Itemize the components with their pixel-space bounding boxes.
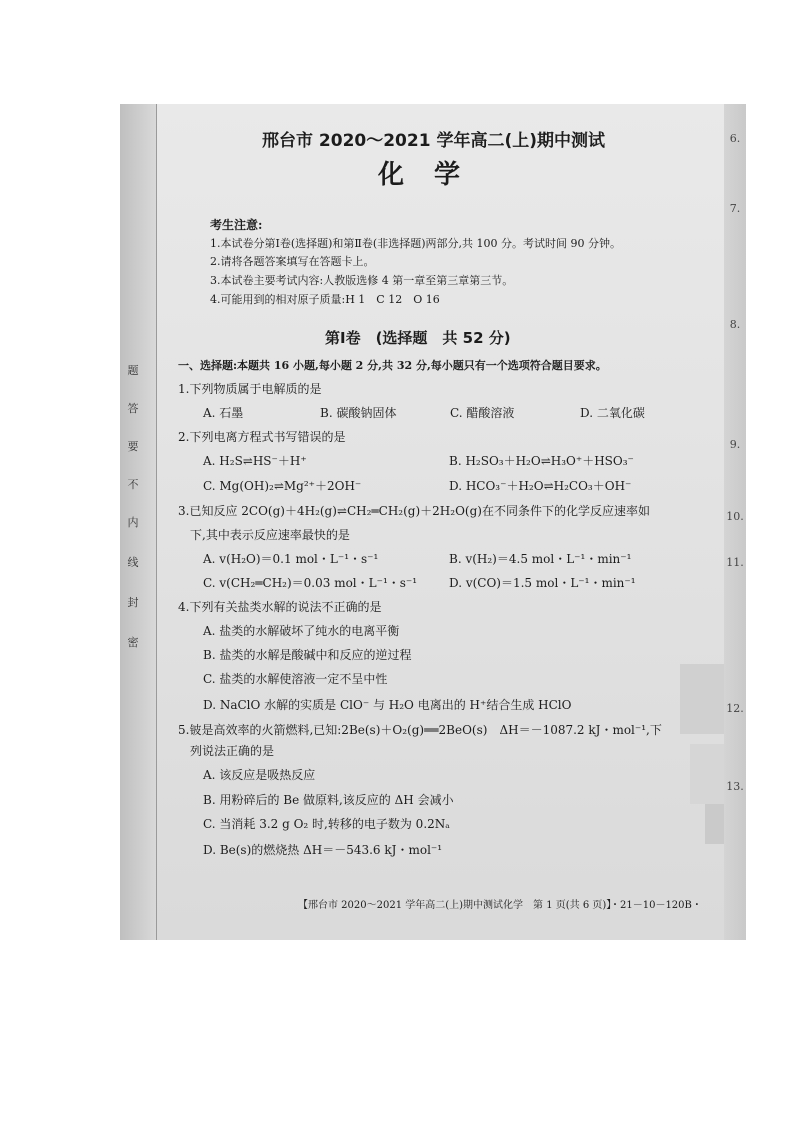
binding-char: 封 <box>127 596 139 609</box>
mosaic-patch <box>680 664 724 734</box>
page-footer: 【邢台市 2020～2021 学年高二(上)期中测试化学 第 1 页(共 6 页)】 <box>298 900 617 911</box>
option: B. 用粉碎后的 Be 做原料,该反应的 ΔH 会减小 <box>203 793 454 807</box>
option: A. H₂S⇌HS⁻＋H⁺ <box>203 454 307 468</box>
next-page-question-number: 12. <box>726 702 744 715</box>
option: B. 碳酸钠固体 <box>320 406 397 420</box>
option: D. HCO₃⁻＋H₂O⇌H₂CO₃＋OH⁻ <box>449 479 632 493</box>
option: D. NaClO 水解的实质是 ClO⁻ 与 H₂O 电离出的 H⁺结合生成 HClO <box>203 698 572 712</box>
option: D. 二氧化碳 <box>580 406 645 420</box>
binding-char: 内 <box>127 516 139 529</box>
option: A. 盐类的水解破坏了纯水的电离平衡 <box>203 624 400 638</box>
next-page-question-number: 9. <box>729 438 741 451</box>
option: B. H₂SO₃＋H₂O⇌H₃O⁺＋HSO₃⁻ <box>449 454 634 468</box>
binding-char: 题 <box>127 364 139 377</box>
next-page-question-number: 6. <box>729 132 741 145</box>
note-item: 2.请将各题答案填写在答题卡上。 <box>210 255 375 268</box>
note-item: 4.可能用到的相对原子质量:H 1 C 12 O 16 <box>210 293 440 306</box>
binding-char: 要 <box>127 440 139 453</box>
option: C. Mg(OH)₂⇌Mg²⁺＋2OH⁻ <box>203 479 362 493</box>
option: C. 当消耗 3.2 g O₂ 时,转移的电子数为 0.2Nₐ <box>203 817 450 831</box>
page-code: ・21－10－120B・ <box>610 900 702 911</box>
exam-title: 邢台市 2020～2021 学年高二(上)期中测试 <box>262 131 606 151</box>
question-stem-cont: 列说法正确的是 <box>190 744 275 758</box>
option: C. v(CH₂═CH₂)＝0.03 mol・L⁻¹・s⁻¹ <box>203 576 418 590</box>
question-stem: 4.下列有关盐类水解的说法不正确的是 <box>178 600 382 614</box>
question-stem: 1.下列物质属于电解质的是 <box>178 382 322 396</box>
next-page-question-number: 11. <box>726 556 744 569</box>
option: A. 石墨 <box>203 406 244 420</box>
mosaic-patch <box>705 804 724 844</box>
option: D. v(CO)＝1.5 mol・L⁻¹・min⁻¹ <box>449 576 636 590</box>
binding-char: 线 <box>127 556 139 569</box>
question-stem: 2.下列电离方程式书写错误的是 <box>178 430 346 444</box>
option: C. 盐类的水解使溶液一定不呈中性 <box>203 672 388 686</box>
option: A. 该反应是吸热反应 <box>203 768 316 782</box>
binding-line <box>148 104 157 940</box>
binding-char: 答 <box>127 402 139 415</box>
subject-title: 化学 <box>378 160 491 190</box>
binding-char: 不 <box>127 478 139 491</box>
question-stem: 3.已知反应 2CO(g)＋4H₂(g)⇌CH₂═CH₂(g)＋2H₂O(g)在不同条件下的化学反应速率如 <box>178 504 650 518</box>
mosaic-patch <box>690 744 724 804</box>
next-page-question-number: 7. <box>729 202 741 215</box>
binding-char: 密 <box>127 636 139 649</box>
option: B. v(H₂)＝4.5 mol・L⁻¹・min⁻¹ <box>449 552 632 566</box>
next-page-question-number: 13. <box>726 780 744 793</box>
section-title: 第Ⅰ卷 (选择题 共 52 分) <box>325 329 511 347</box>
note-item: 1.本试卷分第Ⅰ卷(选择题)和第Ⅱ卷(非选择题)两部分,共 100 分。考试时间 90 分钟。 <box>210 237 621 250</box>
next-page-question-number: 8. <box>729 318 741 331</box>
question-stem: 5.铍是高效率的火箭燃料,已知:2Be(s)＋O₂(g)══2BeO(s) ΔH＝－1087.2 kJ・mol⁻¹,下 <box>178 723 662 737</box>
note-item: 3.本试卷主要考试内容:人教版选修 4 第一章至第三章第三节。 <box>210 274 514 287</box>
notes-heading: 考生注意: <box>210 218 263 232</box>
option: B. 盐类的水解是酸碱中和反应的逆过程 <box>203 648 412 662</box>
option: A. v(H₂O)＝0.1 mol・L⁻¹・s⁻¹ <box>203 552 379 566</box>
next-page-question-number: 10. <box>726 510 744 523</box>
section-instruction: 一、选择题:本题共 16 小题,每小题 2 分,共 32 分,每小题只有一个选项符合题目要求。 <box>178 359 607 372</box>
option: C. 醋酸溶液 <box>450 406 515 420</box>
question-stem-cont: 下,其中表示反应速率最快的是 <box>190 528 350 542</box>
option: D. Be(s)的燃烧热 ΔH＝－543.6 kJ・mol⁻¹ <box>203 843 443 857</box>
